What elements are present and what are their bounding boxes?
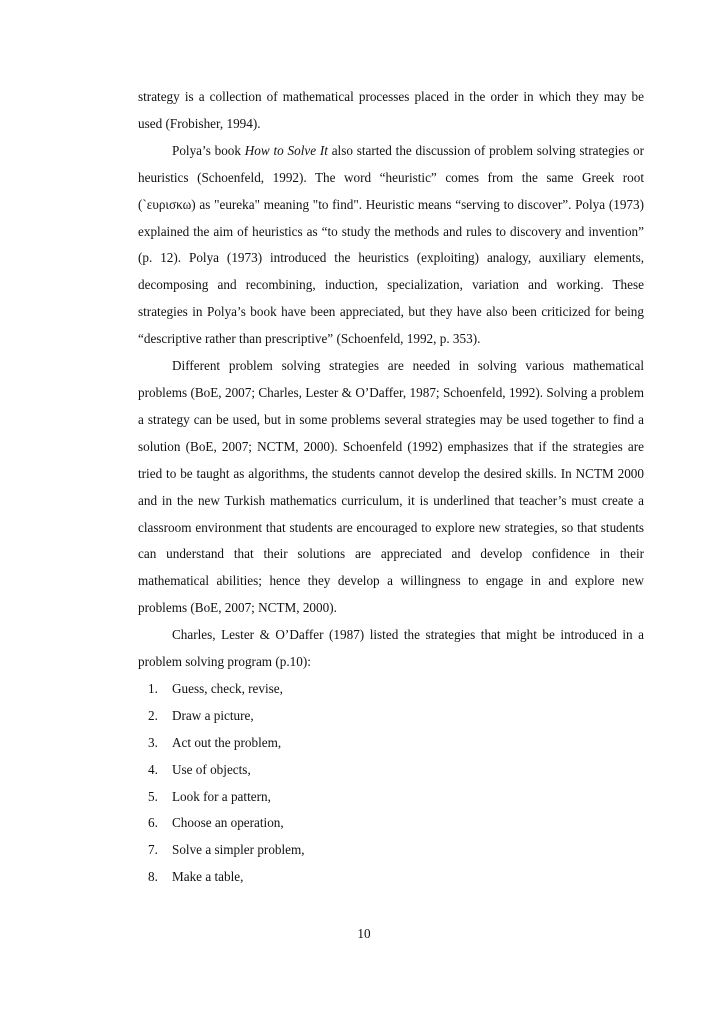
list-item xyxy=(148,864,644,891)
list-item xyxy=(148,676,644,703)
body-text xyxy=(138,84,644,676)
list-item-number: 5. xyxy=(148,788,158,804)
list-item-number: 6. xyxy=(148,815,158,831)
paragraph-text: Polya’s book xyxy=(172,142,245,158)
list-item-number: 4. xyxy=(148,761,158,777)
list-item-text: Choose an operation, xyxy=(172,815,284,831)
list-item xyxy=(148,757,644,784)
list-item-text: Act out the problem, xyxy=(172,734,282,750)
list-item-number: 1. xyxy=(148,680,158,696)
paragraph xyxy=(138,84,644,138)
list-item-number: 2. xyxy=(148,707,158,723)
list-item-number: 3. xyxy=(148,734,158,750)
list-item xyxy=(148,784,644,811)
list-item-text: Use of objects, xyxy=(172,761,251,777)
list-item-text: Look for a pattern, xyxy=(172,788,271,804)
list-item-text: Guess, check, revise, xyxy=(172,680,283,696)
list-item-number: 8. xyxy=(148,869,158,885)
strategy-list xyxy=(138,676,644,891)
paragraph-text: Charles, Lester & O’Daffer (1987) listed the strategies that might be introduced in a problem solving program (p.10): xyxy=(138,627,644,670)
list-item xyxy=(148,703,644,730)
document-page xyxy=(138,84,644,891)
list-item xyxy=(148,730,644,757)
list-item-text: Draw a picture, xyxy=(172,707,254,723)
list-item xyxy=(148,810,644,837)
paragraph xyxy=(138,353,644,622)
book-title: How to Solve It xyxy=(244,142,328,158)
paragraph xyxy=(138,622,644,676)
list-item xyxy=(148,837,644,864)
paragraph-text: strategy is a collection of mathematical processes placed in the order in which they may be used (Frobisher, 1994). xyxy=(138,89,644,131)
paragraph-text: Different problem solving strategies are needed in solving various mathematical problems (BoE, 2007; Charles, Lester & O’Daffer, 1987; Schoenfeld, 1992). Solving a problem a strategy can be used, but in some problems several strategies may be used together to find a solution (BoE, 2007; NCTM, 2000). Schoenfeld (1992) emphasizes that if the strategies are tried to be taught as algorithms, the students cannot develop the desired skills. In NCTM 2000 and in the new Turkish mathematics curriculum, it is underlined that teacher’s must create a classroom environment that students are encouraged to explore new strategies, so that students can understand that their solutions are appreciated and develop confidence in their mathematical abilities; hence they develop a willingness to engage in and explore new problems (BoE, 2007; NCTM, 2000). xyxy=(138,358,644,616)
paragraph-text: also started the discussion of problem solving strategies or heuristics (Schoenfeld, 1992). The word “heuristic” comes from the same Greek root (`ευρισκω) as "eureka" meaning "to find". Heuristic means “serving to discover”. Polya (1973) explained the aim of heuristics as “to study the methods and rules to discovery and invention” (p. 12). Polya (1973) introduced the heuristics (exploiting) analogy, auxiliary elements, decomposing and recombining, induction, specialization, variation and working. These strategies in Polya’s book have been appreciated, but they have also been criticized for being “descriptive rather than prescriptive” (Schoenfeld, 1992, p. 353). xyxy=(138,142,644,347)
paragraph xyxy=(138,138,644,353)
page-number: 10 xyxy=(357,926,371,941)
list-item-text: Make a table, xyxy=(172,869,244,885)
list-item-number: 7. xyxy=(148,842,158,858)
list-item-text: Solve a simpler problem, xyxy=(172,842,305,858)
